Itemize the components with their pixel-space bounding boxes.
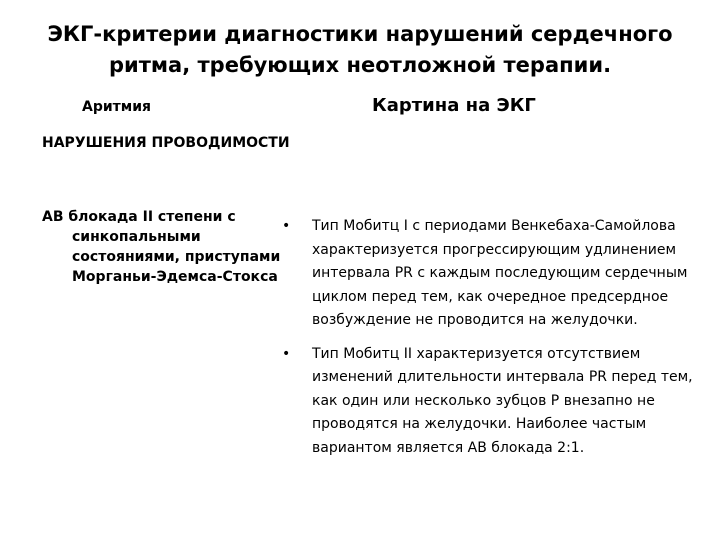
- bullet-icon: •: [282, 218, 291, 234]
- section-title-conduction-disorders: НАРУШЕНИЯ ПРОВОДИМОСТИ: [42, 135, 290, 151]
- list-item: [280, 343, 700, 461]
- mobitz-1-description: Тип Мобитц I с периодами Венкебаха-Самойлова характеризуется прогрессирующим удлинением интервала PR с каждым последующим сердечным циклом перед тем, как очередное предсердное возбуждение не проводится на желудочки.: [312, 218, 688, 328]
- av-block-item: АВ блокада II степени с синкопальными состояниями, приступами Морганьи-Эдемса-Стокса: [42, 209, 281, 285]
- bullet-icon: •: [282, 345, 291, 362]
- slide-title: ЭКГ-критерии диагностики нарушений сердечного ритма, требующих неотложной терапии.: [47, 22, 673, 77]
- mobitz-2-description: Тип Мобитц II характеризуется отсутствием изменений длительности интервала PR перед тем, как один или несколько зубцов P внезапно не проводятся на желудочки. Наиболее частым вариантом является АВ блокада 2:1.: [312, 345, 693, 456]
- ecg-criteria-list: [280, 215, 700, 470]
- list-item: [280, 215, 700, 333]
- column-header-arrhythmia: Аритмия: [82, 99, 152, 115]
- column-header-ecg-picture: Картина на ЭКГ: [372, 95, 536, 116]
